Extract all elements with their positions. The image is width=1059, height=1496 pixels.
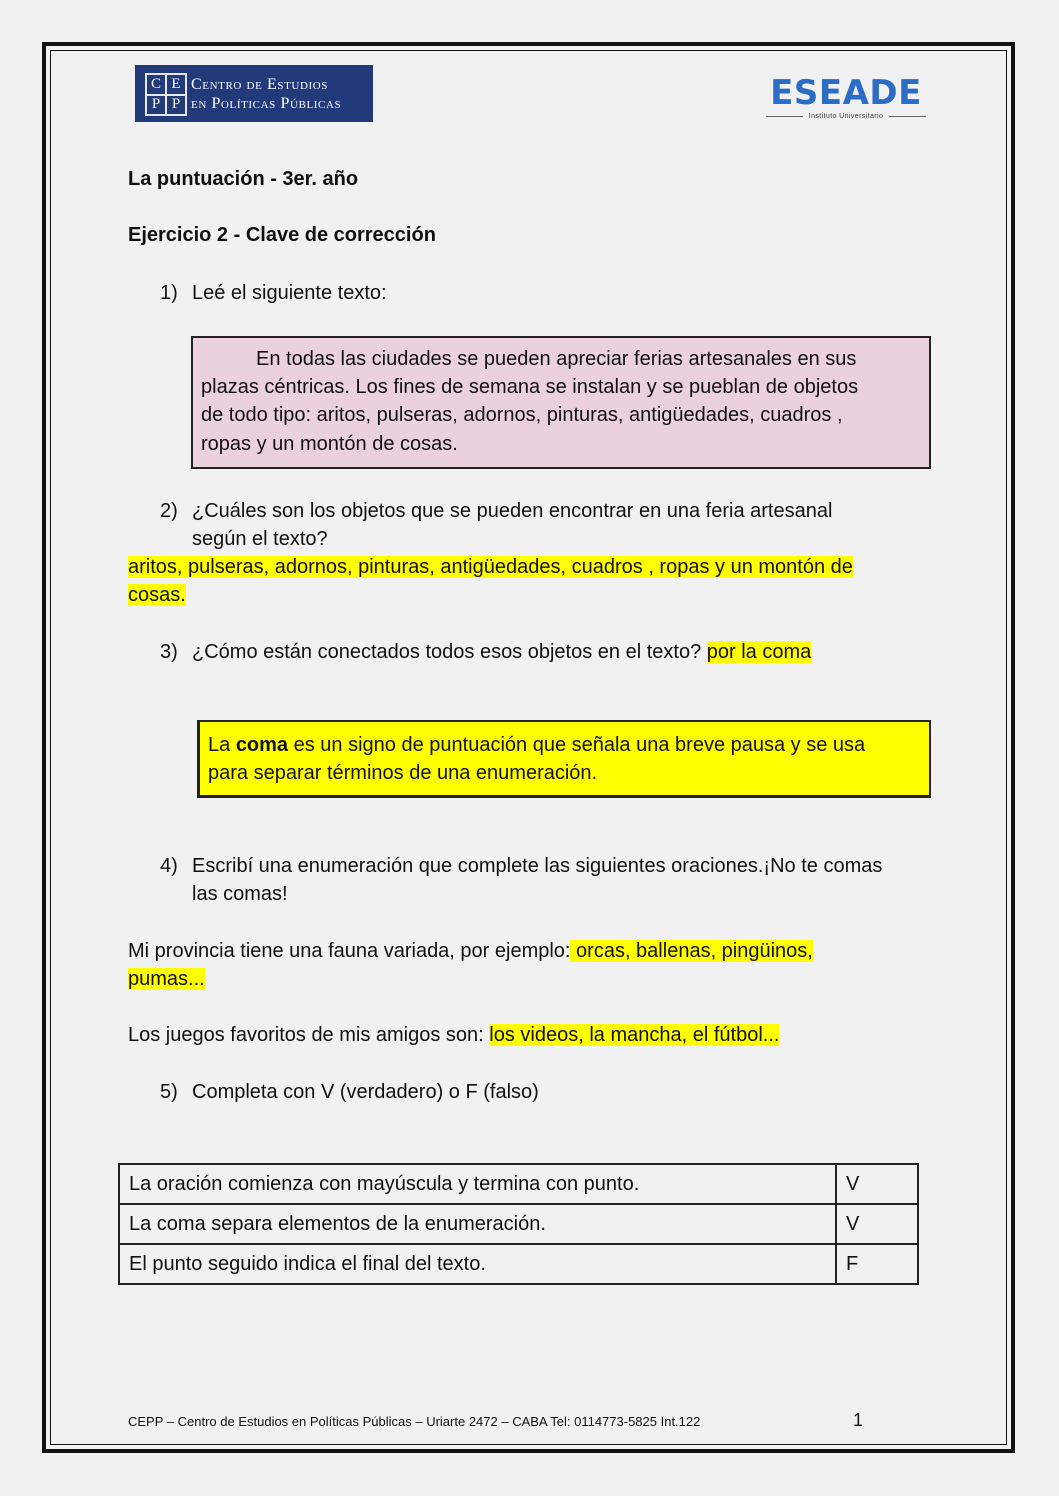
- table-row: [119, 1164, 918, 1204]
- page-title: La puntuación - 3er. año: [128, 168, 359, 190]
- answer-cell: V: [836, 1204, 918, 1244]
- sentence-2-text: Los juegos favoritos de mis amigos son:: [128, 1024, 490, 1046]
- answer-2: aritos, pulseras, adornos, pinturas, antigüedades, cuadros , ropas y un montón de: [128, 556, 853, 578]
- question-2-text: según el texto?: [192, 528, 328, 550]
- answer-3: por la coma: [706, 641, 812, 663]
- statement-cell: El punto seguido indica el final del texto.: [119, 1244, 836, 1284]
- cepp-letter: P: [166, 95, 186, 116]
- question-number: 3): [160, 641, 178, 663]
- cepp-logo-line1: Centro de Estudios: [191, 76, 329, 93]
- question-number: 1): [160, 282, 178, 304]
- note-line: [208, 731, 865, 759]
- page-number: 1: [853, 1410, 864, 1430]
- question-3-text: ¿Cómo están conectados todos esos objetos en el texto?: [192, 641, 702, 663]
- cepp-logo-mark: [145, 73, 187, 116]
- question-2-text: ¿Cuáles son los objetos que se pueden encontrar en una feria artesanal: [192, 500, 833, 522]
- answer-cell: V: [836, 1164, 918, 1204]
- note-rest: es un signo de puntuación que señala una breve pausa y se usa: [288, 734, 866, 756]
- note-bold-term: coma: [235, 734, 289, 756]
- reading-line: ropas y un montón de cosas.: [201, 433, 458, 455]
- footer-text: CEPP – Centro de Estudios en Políticas Públicas – Uriarte 2472 – CABA Tel: 0114773-5825 Int.122: [128, 1414, 701, 1429]
- eseade-subtitle-text: Instituto Universitario: [808, 112, 884, 120]
- question-4-text: las comas!: [192, 883, 288, 905]
- answer-4b: los videos, la mancha, el fútbol...: [489, 1024, 780, 1046]
- exercise-title: Ejercicio 2 - Clave de corrección: [128, 224, 436, 246]
- cepp-logo-line2: en Políticas Públicas: [191, 95, 342, 112]
- reading-line: plazas céntricas. Los fines de semana se instalan y se pueblan de objetos: [201, 376, 859, 398]
- eseade-logo-word: ESEADE: [770, 73, 922, 113]
- table-row: [119, 1204, 918, 1244]
- cepp-letter: C: [146, 74, 166, 95]
- eseade-logo: [766, 73, 926, 123]
- answer-2: cosas.: [128, 584, 186, 606]
- question-5-text: Completa con V (verdadero) o F (falso): [192, 1081, 539, 1103]
- question-1-text: Leé el siguiente texto:: [192, 282, 387, 304]
- cepp-logo-name: [191, 75, 341, 113]
- answer-4a: orcas, ballenas, pingüinos,: [570, 940, 813, 962]
- reading-line: de todo tipo: aritos, pulseras, adornos, pinturas, antigüedades, cuadros ,: [201, 404, 843, 426]
- answer-cell: F: [836, 1244, 918, 1284]
- statement-cell: La coma separa elementos de la enumeración.: [119, 1204, 836, 1244]
- true-false-table: [118, 1163, 919, 1285]
- question-4-text: Escribí una enumeración que complete las siguientes oraciones.¡No te comas: [192, 855, 883, 877]
- question-number: 4): [160, 855, 178, 877]
- statement-cell: La oración comienza con mayúscula y termina con punto.: [119, 1164, 836, 1204]
- note-prefix: La: [208, 734, 236, 756]
- cepp-letter: E: [166, 74, 186, 95]
- cepp-letter: P: [146, 95, 166, 116]
- answer-4a: pumas...: [128, 968, 205, 990]
- question-number: 5): [160, 1081, 178, 1103]
- table-row: [119, 1244, 918, 1284]
- reading-line: En todas las ciudades se pueden apreciar ferias artesanales en sus: [256, 348, 857, 370]
- question-number: 2): [160, 500, 178, 522]
- divider: [766, 116, 803, 117]
- note-line: para separar términos de una enumeración.: [208, 762, 598, 784]
- divider: [889, 116, 926, 117]
- cepp-logo: [135, 65, 373, 122]
- eseade-logo-subtitle: [766, 111, 926, 121]
- sentence-1-text: Mi provincia tiene una fauna variada, por ejemplo:: [128, 940, 571, 962]
